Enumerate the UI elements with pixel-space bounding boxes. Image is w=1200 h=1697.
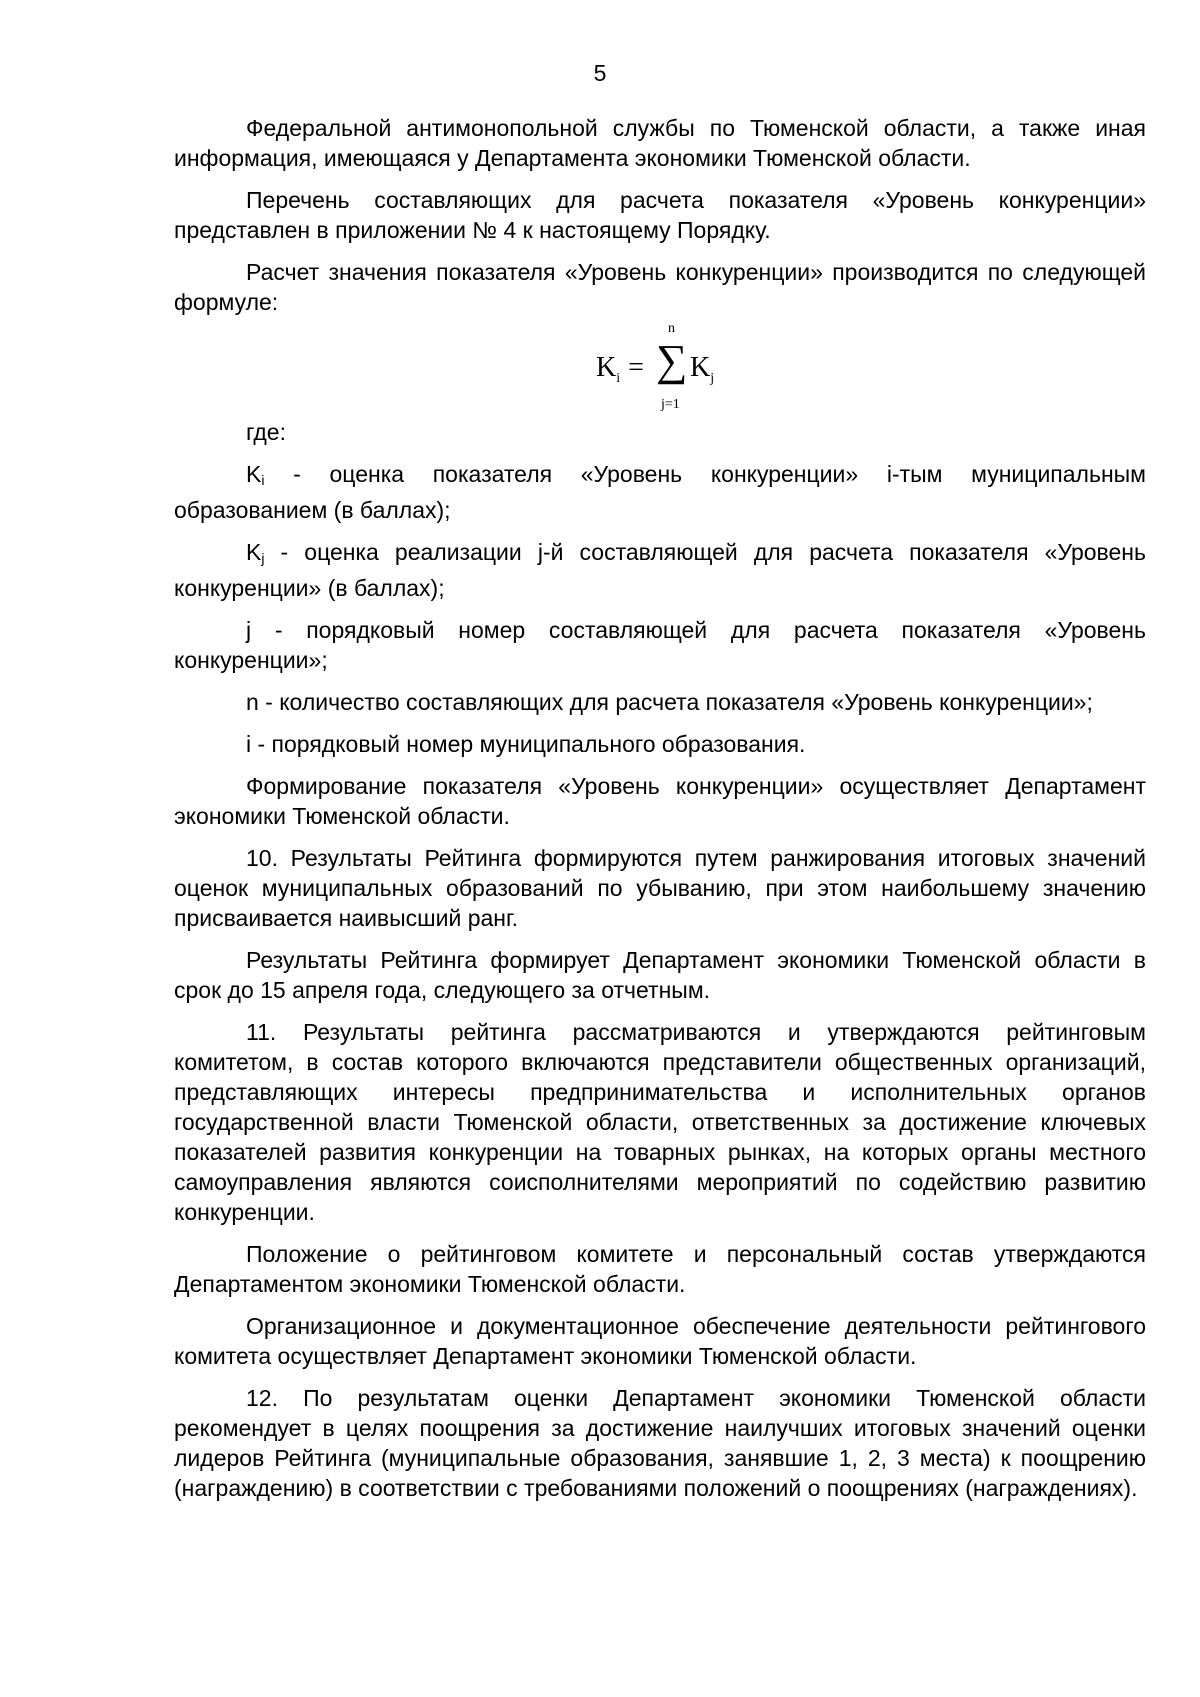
- definition-kj: [174, 537, 1146, 603]
- formula-rhs: [690, 351, 714, 396]
- formula-rhs-subscript: j: [710, 371, 715, 386]
- definition-kj-subscript: j: [261, 550, 265, 566]
- formula-sum-upper-limit: n: [668, 321, 675, 336]
- paragraph-list-reference: Перечень составляющих для расчета показателя «Уровень конкуренции» представлен в приложении № 4 к настоящему Порядку.: [174, 187, 1146, 243]
- document-body: [174, 113, 1146, 1503]
- definition-ki-subscript: i: [261, 472, 265, 488]
- formula-equals: =: [628, 352, 644, 383]
- paragraph-12: 12. По результатам оценки Департамент экономики Тюменской области рекомендует в целях поощрения за достижение наилучших итоговых значений оценки лидеров Рейтинга (муниципальные образования, занявшие 1, 2, 3 места) к поощрению (награждению) в соответствии с требованиями положений о поощрениях (награждениях).: [174, 1385, 1146, 1501]
- paragraph-11: 11. Результаты рейтинга рассматриваются и утверждаются рейтинговым комитетом, в состав которого включаются представители общественных организаций, представляющих интересы предпринимательства и исполнительных органов государственной власти Тюменской области, ответственных за достижение ключевых показателей развития конкуренции на товарных рынках, на которых органы местного самоуправления являются соисполнителями мероприятий по содействию развитию конкуренции.: [174, 1019, 1146, 1225]
- formula-lhs: [596, 351, 652, 396]
- definition-ki: [174, 459, 1146, 525]
- paragraph-where: где:: [246, 419, 286, 445]
- paragraph-continuation: Федеральной антимонопольной службы по Тюменской области, а также иная информация, имеющаяся у Департамента экономики Тюменской области.: [174, 115, 1146, 171]
- definition-n: n - количество составляющих для расчета показателя «Уровень конкуренции»;: [246, 689, 1093, 715]
- paragraph-formula-intro: Расчет значения показателя «Уровень конкуренции» производится по следующей формуле:: [174, 259, 1146, 315]
- definition-j: j - порядковый номер составляющей для расчета показателя «Уровень конкуренции»;: [174, 617, 1146, 673]
- definition-kj-letter: K: [246, 539, 262, 565]
- paragraph-11-support: Организационное и документационное обеспечение деятельности рейтингового комитета осуществляет Департамент экономики Тюменской области.: [174, 1313, 1146, 1369]
- definition-ki-text: - оценка показателя «Уровень конкуренции» i-тым муниципальным образованием (в баллах);: [174, 461, 1146, 523]
- page-number: 5: [593, 60, 607, 86]
- paragraph-10-deadline: Результаты Рейтинга формирует Департамент экономики Тюменской области в срок до 15 апреля года, следующего за отчетным.: [174, 947, 1146, 1003]
- definition-ki-letter: K: [246, 461, 262, 487]
- formula-lhs-subscript: i: [616, 371, 621, 386]
- formula-sum-symbol: ∑: [656, 336, 688, 385]
- paragraph-11-committee: Положение о рейтинговом комитете и персональный состав утверждаются Департаментом экономики Тюменской области.: [174, 1241, 1146, 1297]
- formula-sum-lower-limit: j=1: [661, 397, 680, 412]
- formula-k-letter: K: [596, 352, 617, 383]
- definition-i: i - порядковый номер муниципального образования.: [246, 731, 806, 757]
- paragraph-formation: Формирование показателя «Уровень конкуренции» осуществляет Департамент экономики Тюменской области.: [174, 773, 1146, 829]
- formula-rhs-k-letter: K: [690, 352, 711, 383]
- definition-kj-text: - оценка реализации j-й составляющей для расчета показателя «Уровень конкуренции» (в баллах);: [174, 539, 1146, 601]
- paragraph-10: 10. Результаты Рейтинга формируются путем ранжирования итоговых значений оценок муниципальных образований по убыванию, при этом наибольшему значению присваивается наивысший ранг.: [174, 845, 1146, 931]
- formula-competition-level: [174, 317, 1146, 417]
